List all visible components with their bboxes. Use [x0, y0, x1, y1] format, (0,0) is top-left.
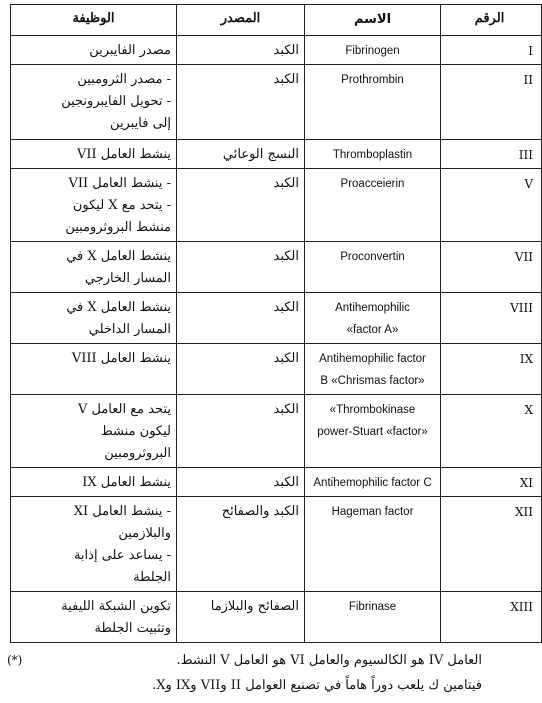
name-cell	[305, 140, 441, 169]
name-line: Thromboplastin	[332, 149, 413, 161]
name-line: Fibrinase	[348, 601, 397, 613]
name-cell	[305, 36, 441, 65]
name-line: power-Stuart «factor»	[317, 426, 428, 438]
header-source: المصدر	[177, 5, 305, 36]
name-line: Fibrinogen	[345, 45, 400, 57]
function-line: - مصدر الثرومبين	[77, 72, 171, 87]
number-cell: XIII	[441, 592, 542, 643]
name-line: Proconvertin	[340, 251, 405, 263]
function-cell	[11, 242, 177, 293]
source-line: الكبد	[273, 475, 299, 490]
source-cell	[177, 344, 305, 395]
number-cell: XI	[441, 468, 542, 497]
table-row	[11, 169, 542, 242]
function-cell	[11, 36, 177, 65]
function-line: إلى فايبرين	[110, 116, 171, 131]
name-cell	[305, 65, 441, 140]
name-cell	[305, 344, 441, 395]
function-line: ينشط العامل X في	[66, 300, 171, 315]
table-row	[11, 65, 542, 140]
number-cell: IX	[441, 344, 542, 395]
function-line: ينشط العامل IX	[82, 475, 171, 490]
number-cell: VII	[441, 242, 542, 293]
source-line: الكبد	[273, 43, 299, 58]
function-line: البروثرومبين	[104, 446, 171, 461]
function-line: - يساعد على إذابة	[73, 548, 171, 563]
name-line: Antihemophilic factor	[319, 353, 426, 365]
header-name: الاسم	[305, 5, 441, 36]
function-line: يتحد مع العامل V	[77, 402, 171, 417]
name-line: Proacceierin	[340, 178, 405, 190]
name-cell	[305, 592, 441, 643]
source-line: الكبد	[273, 402, 299, 417]
function-line: ينشط العامل VII	[76, 147, 171, 162]
function-cell	[11, 293, 177, 344]
function-cell	[11, 497, 177, 592]
source-cell	[177, 140, 305, 169]
function-line: المسار الخارجي	[84, 271, 171, 286]
source-cell	[177, 36, 305, 65]
function-line: مصدر الفايبرين	[89, 43, 171, 58]
number-cell: XII	[441, 497, 542, 592]
name-cell	[305, 293, 441, 344]
source-line: الكبد	[273, 351, 299, 366]
source-cell	[177, 468, 305, 497]
source-line: الكبد	[273, 300, 299, 315]
function-line: المسار الداخلي	[88, 322, 171, 337]
table-header-row	[11, 5, 542, 36]
table-row	[11, 468, 542, 497]
name-line: B «Chrismas factor»	[320, 375, 425, 387]
name-line: Antihemophilic factor C	[313, 477, 432, 489]
function-line: - ينشط العامل VII	[68, 176, 171, 191]
function-line: الجلطة	[133, 570, 171, 585]
table-body	[11, 36, 542, 643]
function-cell	[11, 395, 177, 468]
name-cell	[305, 169, 441, 242]
source-cell	[177, 497, 305, 592]
source-line: الصفائح والبلازما	[210, 599, 299, 614]
name-cell	[305, 242, 441, 293]
source-cell	[177, 65, 305, 140]
function-line: ينشط العامل X في	[66, 249, 171, 264]
function-line: ينشط العامل VIII	[71, 351, 171, 366]
source-cell	[177, 395, 305, 468]
function-line: - ينشط العامل XI	[73, 504, 171, 519]
source-cell	[177, 242, 305, 293]
table-row	[11, 592, 542, 643]
name-cell	[305, 468, 441, 497]
function-line: تكوين الشبكة الليفية	[61, 599, 171, 614]
function-line: وتثبيت الجلطة	[94, 621, 171, 636]
source-line: الكبد والصفائح	[221, 504, 299, 519]
function-cell	[11, 140, 177, 169]
name-cell	[305, 395, 441, 468]
header-function: الوظيفة	[11, 5, 177, 36]
function-line: - تحويل الفايبرونجين	[61, 94, 171, 109]
function-cell	[11, 592, 177, 643]
table-row	[11, 242, 542, 293]
name-cell	[305, 497, 441, 592]
function-line: منشط البروثرومبين	[65, 220, 171, 235]
name-line: Hageman factor	[331, 506, 414, 518]
name-line: Antihemophilic	[335, 302, 410, 314]
table-row	[11, 344, 542, 395]
number-cell: III	[441, 140, 542, 169]
name-line: «Thrombokinase	[329, 404, 416, 416]
table-row	[11, 140, 542, 169]
table-row	[11, 293, 542, 344]
name-line: «factor A»	[346, 324, 399, 336]
number-cell: X	[441, 395, 542, 468]
source-line: الكبد	[273, 176, 299, 191]
header-number: الرقم	[441, 5, 542, 36]
clotting-factors-table	[10, 4, 542, 643]
function-cell	[11, 169, 177, 242]
name-line: Prothrombin	[341, 74, 404, 86]
function-cell	[11, 468, 177, 497]
number-cell: I	[441, 36, 542, 65]
source-line: الكبد	[273, 72, 299, 87]
function-cell	[11, 65, 177, 140]
source-cell	[177, 592, 305, 643]
table-row	[11, 497, 542, 592]
footnote-line-1: العامل IV هو الكالسيوم والعامل VI هو العامل V النشط.	[176, 653, 482, 668]
table-row	[11, 36, 542, 65]
function-cell	[11, 344, 177, 395]
table-row	[11, 395, 542, 468]
number-cell: II	[441, 65, 542, 140]
number-cell: VIII	[441, 293, 542, 344]
source-cell	[177, 293, 305, 344]
function-line: - يتحد مع X ليكون	[72, 198, 171, 213]
footnote-line-2: فيتامين ك يلعب دوراً هاماً في تصنيع العوامل II وVII وIX وX.	[152, 678, 482, 693]
source-cell	[177, 169, 305, 242]
function-line: ليكون منشط	[100, 424, 171, 439]
source-line: النسج الوعائي	[222, 147, 299, 162]
footnote	[7, 648, 482, 698]
function-line: والبلازمين	[118, 526, 171, 541]
number-cell: V	[441, 169, 542, 242]
footnote-marker: (*)	[7, 653, 23, 667]
source-line: الكبد	[273, 249, 299, 264]
